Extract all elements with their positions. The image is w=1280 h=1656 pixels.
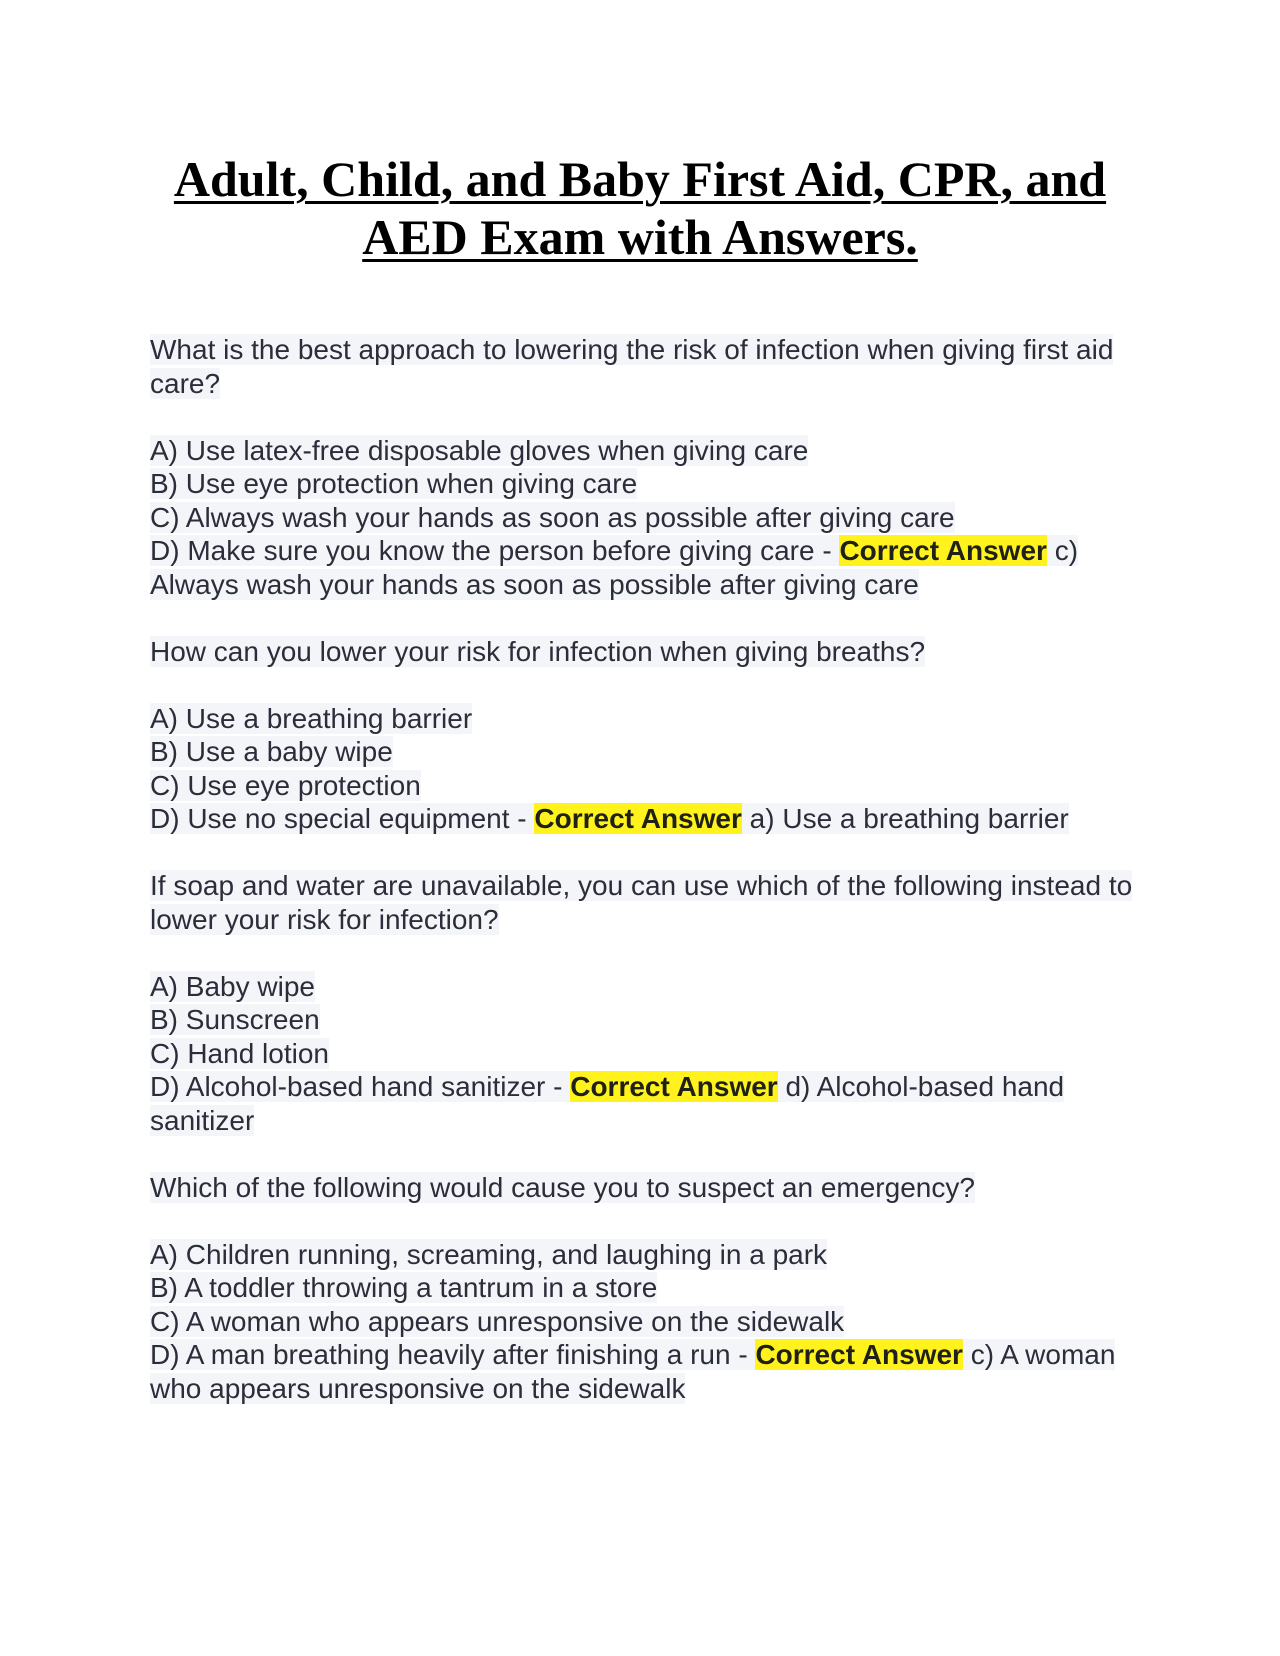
option-d-with-answer: D) Alcohol-based hand sanitizer - Correct Answer d) Alcohol-based hand sanitizer <box>150 1071 1065 1136</box>
question-text: If soap and water are unavailable, you can use which of the following instead to lower your risk for infection? <box>150 870 1133 935</box>
option-b: B) Sunscreen <box>150 1004 320 1035</box>
option-b: B) Use a baby wipe <box>150 736 393 767</box>
question-block <box>150 869 1140 1137</box>
question-list <box>150 333 1140 1439</box>
option-c: C) Hand lotion <box>150 1037 329 1069</box>
options-list <box>150 434 1140 602</box>
option-d-with-answer: D) Make sure you know the person before giving care - Correct Answer c) Always wash your hands as soon as possible after giving care <box>150 535 1079 600</box>
answer-text: c) Always wash your hands as soon as possible after giving care <box>150 535 1079 600</box>
option-c: C) Use eye protection <box>150 769 421 801</box>
options-list <box>150 702 1140 836</box>
answer-text: a) Use a breathing barrier <box>741 803 1069 834</box>
option-c: C) Always wash your hands as soon as possible after giving care <box>150 501 955 533</box>
question-block <box>150 333 1140 601</box>
option-a: A) Use a breathing barrier <box>150 702 473 734</box>
question-text: What is the best approach to lowering the risk of infection when giving first aid care? <box>150 334 1114 399</box>
option-c: C) A woman who appears unresponsive on the sidewalk <box>150 1305 845 1337</box>
answer-text: d) Alcohol-based hand sanitizer <box>150 1071 1065 1136</box>
page-title: Adult, Child, and Baby First Aid, CPR, and AED Exam with Answers. <box>173 151 1107 265</box>
question-block <box>150 635 1140 836</box>
option-d-with-answer: D) Use no special equipment - Correct Answer a) Use a breathing barrier <box>150 803 1069 834</box>
correct-answer-highlight: Correct Answer <box>755 1339 963 1370</box>
question-block <box>150 1171 1140 1406</box>
correct-answer-highlight: Correct Answer <box>534 803 742 834</box>
option-b: B) A toddler throwing a tantrum in a store <box>150 1272 658 1303</box>
answer-text: c) A woman who appears unresponsive on the sidewalk <box>150 1339 1116 1404</box>
option-b: B) Use eye protection when giving care <box>150 468 638 499</box>
options-list <box>150 970 1140 1138</box>
options-list <box>150 1238 1140 1406</box>
option-a: A) Use latex-free disposable gloves when giving care <box>150 434 809 466</box>
question-text: Which of the following would cause you to suspect an emergency? <box>150 1171 975 1203</box>
correct-answer-highlight: Correct Answer <box>839 535 1047 566</box>
correct-answer-highlight: Correct Answer <box>570 1071 778 1102</box>
option-a: A) Children running, screaming, and laughing in a park <box>150 1238 828 1270</box>
question-text: How can you lower your risk for infection when giving breaths? <box>150 635 926 667</box>
option-d-with-answer: D) A man breathing heavily after finishing a run - Correct Answer c) A woman who appears unresponsive on the sidewalk <box>150 1339 1116 1404</box>
option-a: A) Baby wipe <box>150 970 315 1002</box>
